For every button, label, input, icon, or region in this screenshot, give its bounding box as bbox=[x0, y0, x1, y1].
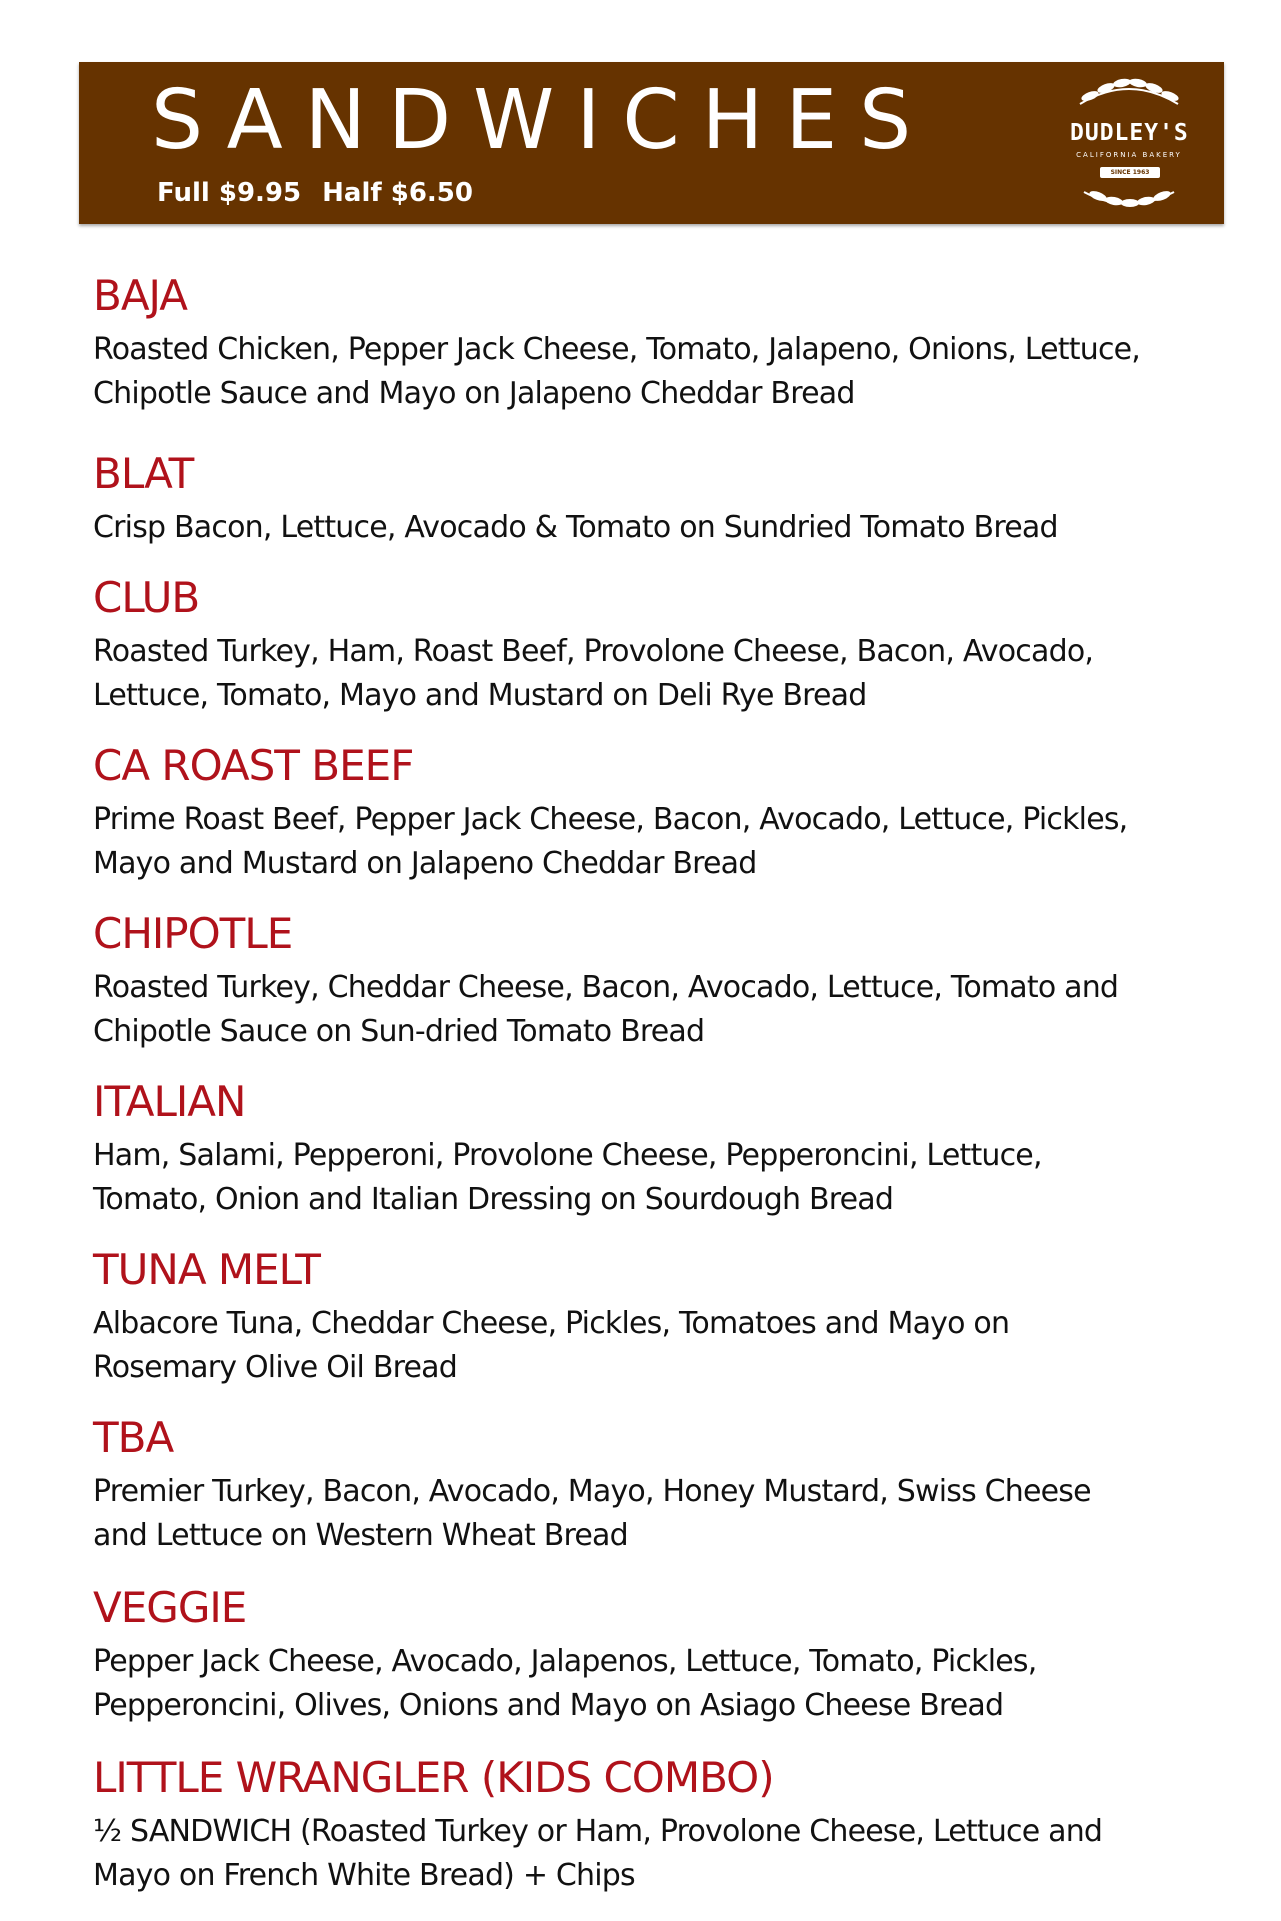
menu-item-name: VEGGIE bbox=[93, 1583, 247, 1632]
description-line: Roasted Turkey, Cheddar Cheese, Bacon, Avocado, Lettuce, Tomato and bbox=[93, 970, 1119, 1005]
menu-item-name: TUNA MELT bbox=[93, 1245, 320, 1294]
price-line bbox=[157, 178, 473, 208]
menu-item-name: CA ROAST BEEF bbox=[93, 741, 414, 790]
menu-item-description bbox=[93, 328, 1223, 416]
menu-item-name: TBA bbox=[93, 1413, 174, 1462]
menu-item bbox=[93, 1750, 1223, 1898]
description-line: Albacore Tuna, Cheddar Cheese, Pickles, Tomatoes and Mayo on bbox=[93, 1306, 1010, 1341]
description-line: Crisp Bacon, Lettuce, Avocado & Tomato on Sundried Tomato Bread bbox=[93, 510, 1058, 545]
menu-item bbox=[93, 1074, 1223, 1222]
header-banner bbox=[79, 62, 1224, 224]
description-line: Mayo on French White Bread) + Chips bbox=[93, 1858, 635, 1893]
menu-item bbox=[93, 1580, 1223, 1728]
description-line: Roasted Turkey, Ham, Roast Beef, Provolone Cheese, Bacon, Avocado, bbox=[93, 634, 1094, 669]
menu-item bbox=[93, 738, 1223, 886]
menu-item-name: CHIPOTLE bbox=[93, 909, 293, 958]
sandwich-menu bbox=[93, 248, 1223, 1898]
menu-item-description bbox=[93, 966, 1223, 1054]
menu-item-description bbox=[93, 1640, 1223, 1728]
menu-item-description bbox=[93, 798, 1223, 886]
description-line: Prime Roast Beef, Pepper Jack Cheese, Bacon, Avocado, Lettuce, Pickles, bbox=[93, 802, 1128, 837]
wheat-icon bbox=[1070, 72, 1188, 112]
menu-item-name: LITTLE WRANGLER (KIDS COMBO) bbox=[93, 1753, 774, 1802]
logo-subtitle: CALIFORNIA BAKERY bbox=[1076, 151, 1182, 159]
menu-item-description bbox=[93, 1134, 1223, 1222]
menu-item-description bbox=[93, 1302, 1223, 1390]
description-line: Pepperoncini, Olives, Onions and Mayo on Asiago Cheese Bread bbox=[93, 1688, 1004, 1723]
menu-item-description bbox=[93, 630, 1223, 718]
price-half: Half $6.50 bbox=[322, 178, 473, 208]
description-line: Rosemary Olive Oil Bread bbox=[93, 1350, 457, 1385]
menu-item-name: CLUB bbox=[93, 573, 200, 622]
menu-item bbox=[93, 906, 1223, 1054]
bakery-logo bbox=[1070, 72, 1188, 214]
description-line: Roasted Chicken, Pepper Jack Cheese, Tomato, Jalapeno, Onions, Lettuce, bbox=[93, 332, 1141, 367]
description-line: Chipotle Sauce and Mayo on Jalapeno Cheddar Bread bbox=[93, 376, 855, 411]
menu-item bbox=[93, 570, 1223, 718]
description-line: Premier Turkey, Bacon, Avocado, Mayo, Honey Mustard, Swiss Cheese bbox=[93, 1474, 1091, 1509]
logo-since: SINCE 1963 bbox=[1100, 167, 1160, 178]
menu-item-description bbox=[93, 1810, 1223, 1898]
description-line: Lettuce, Tomato, Mayo and Mustard on Deli Rye Bread bbox=[93, 678, 867, 713]
menu-item bbox=[93, 1242, 1223, 1390]
description-line: Pepper Jack Cheese, Avocado, Jalapenos, Lettuce, Tomato, Pickles, bbox=[93, 1644, 1037, 1679]
menu-item-name: BAJA bbox=[93, 271, 187, 320]
menu-item-name: ITALIAN bbox=[93, 1077, 246, 1126]
wheat-icon bbox=[1070, 186, 1188, 214]
menu-item bbox=[93, 268, 1223, 416]
description-line: and Lettuce on Western Wheat Bread bbox=[93, 1518, 628, 1553]
menu-item-description bbox=[93, 506, 1223, 550]
description-line: Chipotle Sauce on Sun-dried Tomato Bread bbox=[93, 1014, 705, 1049]
price-full: Full $9.95 bbox=[157, 178, 302, 208]
menu-item-description bbox=[93, 1470, 1223, 1558]
page-title: SANDWICHES bbox=[151, 73, 934, 168]
menu-item-name: BLAT bbox=[93, 449, 194, 498]
logo-name: DUDLEY'S bbox=[1070, 120, 1189, 146]
menu-item bbox=[93, 446, 1223, 550]
description-line: Tomato, Onion and Italian Dressing on Sourdough Bread bbox=[93, 1182, 894, 1217]
description-line: Mayo and Mustard on Jalapeno Cheddar Bread bbox=[93, 846, 757, 881]
description-line: Ham, Salami, Pepperoni, Provolone Cheese, Pepperoncini, Lettuce, bbox=[93, 1138, 1042, 1173]
description-line: ½ SANDWICH (Roasted Turkey or Ham, Provolone Cheese, Lettuce and bbox=[93, 1814, 1103, 1849]
menu-item bbox=[93, 1410, 1223, 1558]
